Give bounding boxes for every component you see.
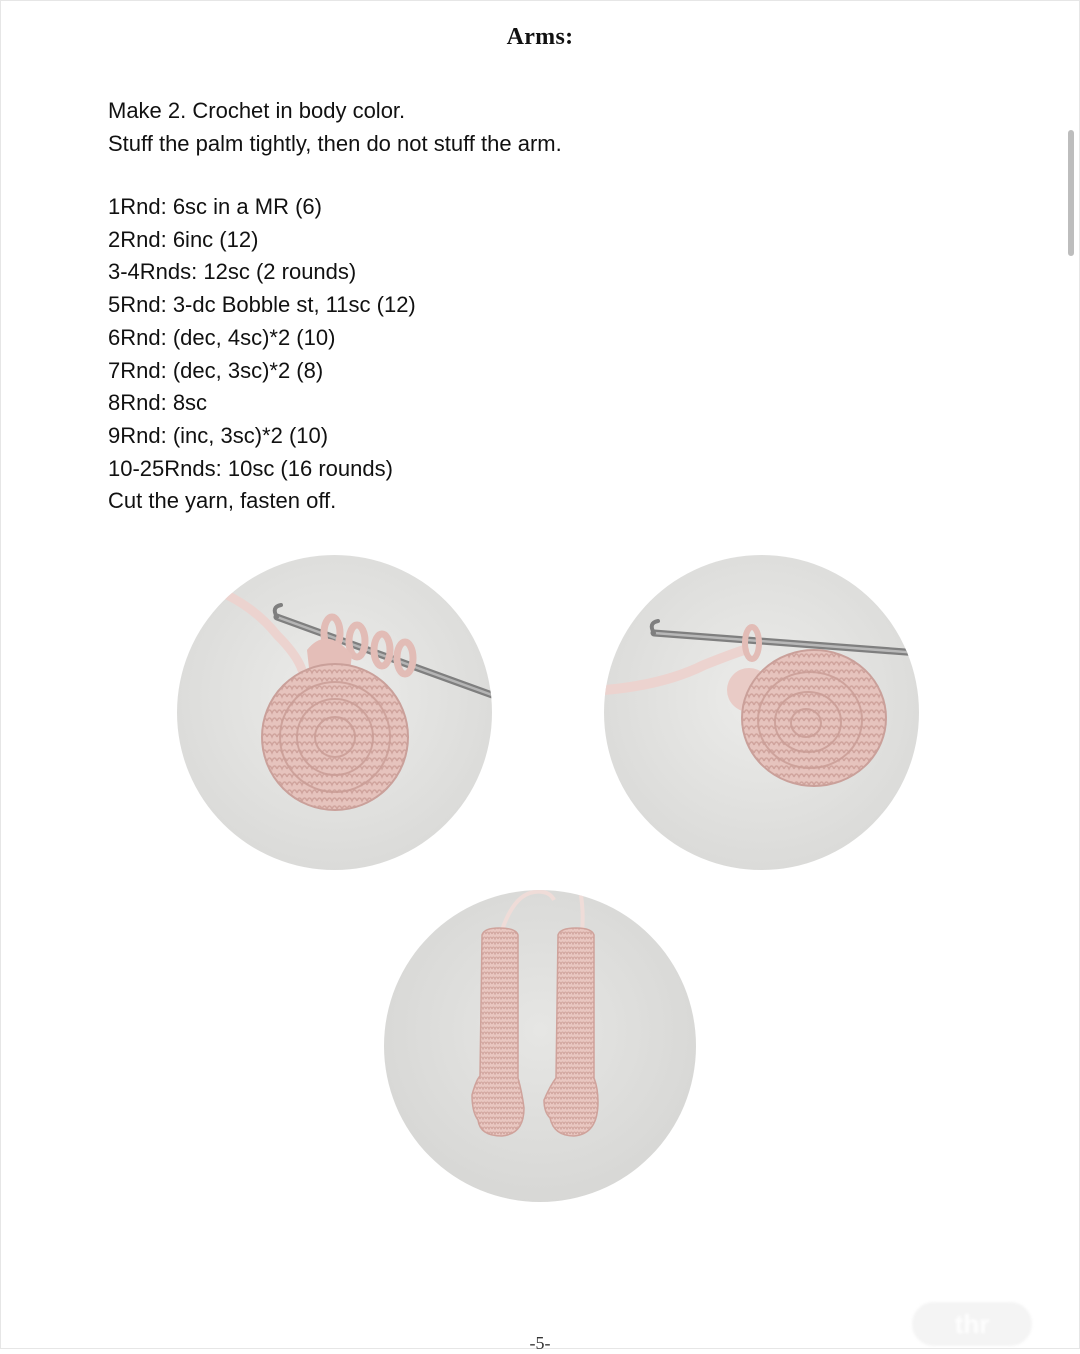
pattern-step: 9Rnd: (inc, 3sc)*2 (10) xyxy=(108,422,329,448)
pattern-step: 6Rnd: (dec, 4sc)*2 (10) xyxy=(108,324,336,350)
pattern-step: 1Rnd: 6sc in a MR (6) xyxy=(108,194,322,219)
intro-line: Stuff the palm tightly, then do not stuff the arm. xyxy=(108,131,562,156)
page-title: Arms: xyxy=(506,24,574,50)
scrollbar-thumb[interactable] xyxy=(1068,130,1074,256)
photo-palm-hook xyxy=(604,555,919,870)
watermark: thr xyxy=(912,1302,1032,1346)
intro-text xyxy=(108,94,562,160)
pattern-step: 7Rnd: (dec, 3sc)*2 (8) xyxy=(108,357,324,383)
photo-finished-arms xyxy=(384,890,696,1202)
page-number: -5- xyxy=(529,1333,551,1353)
pattern-step: 3-4Rnds: 12sc (2 rounds) xyxy=(108,259,357,285)
intro-line: Make 2. Crochet in body color. xyxy=(108,98,406,123)
pattern-steps xyxy=(108,191,416,518)
photo-palm-bobble xyxy=(177,555,492,870)
pattern-step: Cut the yarn, fasten off. xyxy=(108,488,337,514)
pattern-step: 2Rnd: 6inc (12) xyxy=(108,226,259,252)
pattern-step: 10-25Rnds: 10sc (16 rounds) xyxy=(108,455,393,481)
pattern-step: 5Rnd: 3-dc Bobble st, 11sc (12) xyxy=(108,292,416,318)
pattern-step: 8Rnd: 8sc xyxy=(108,390,208,416)
